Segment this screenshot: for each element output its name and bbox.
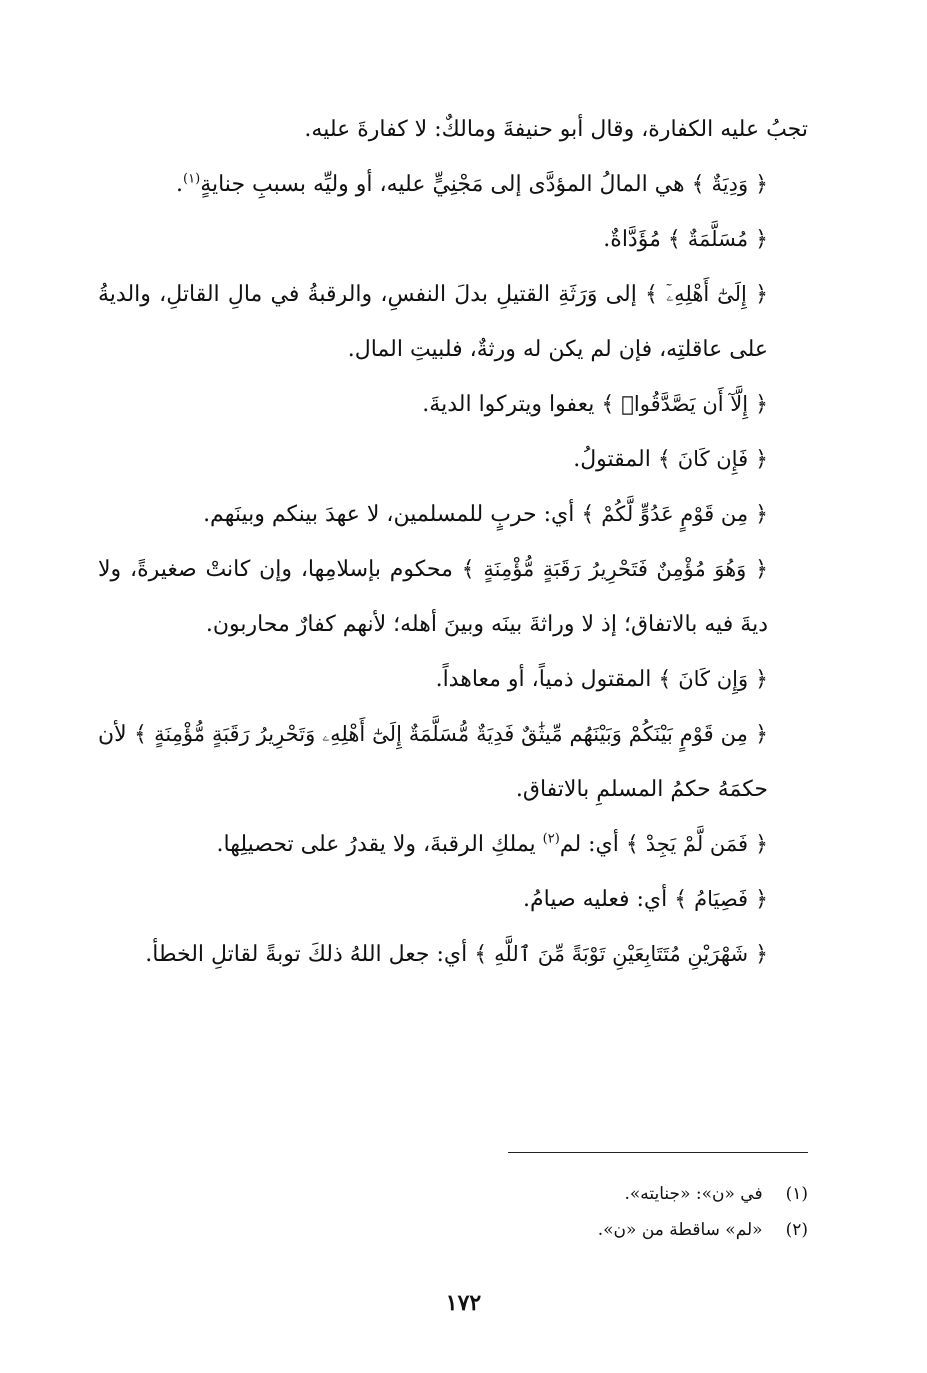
- paragraph-wahuwa-mumin: [98, 542, 808, 652]
- footnotes: [98, 1176, 808, 1248]
- paragraph-tail: يملكِ الرقبةَ، ولا يقدرُ على تحصيلِها.: [216, 832, 543, 857]
- quran-quote: وَدِيَةٌ: [711, 172, 749, 196]
- quran-quote: شَهْرَيْنِ مُتَتَابِعَيْنِ تَوْبَةً مِّنَ ٱللَّهِ: [494, 942, 749, 966]
- paragraph-tail: .: [176, 172, 184, 197]
- quran-quote: وَإِن كَانَ: [678, 667, 749, 691]
- ornate-bracket-close: ﴾: [625, 832, 639, 857]
- paragraph-wain-kana: [98, 652, 808, 707]
- paragraph-ila-ahlihi: [98, 267, 808, 377]
- paragraph-text: محكوم بإسلامِها، وإن كانتْ صغيرةً، ولا ديةَ فيه بالاتفاق؛ إذ لا وراثةَ بينَه وبينَ أهله؛ لأنهم كفارٌ محاربون.: [98, 557, 768, 637]
- footnote-number: (٢): [785, 1220, 808, 1240]
- quran-quote: فَصِيَامُ: [694, 887, 749, 911]
- page-body: [98, 102, 808, 982]
- footnote-text: في «ن»: «جنايته».: [624, 1184, 763, 1204]
- ornate-bracket-open: ﴿: [755, 942, 768, 967]
- ornate-bracket-open: ﴿: [755, 282, 768, 307]
- footnote-1: [98, 1176, 808, 1212]
- footnote-number: (١): [785, 1184, 808, 1204]
- footnote-2: [98, 1212, 808, 1248]
- ornate-bracket-close: ﴾: [691, 172, 705, 197]
- ornate-bracket-open: ﴿: [755, 392, 768, 417]
- quran-quote: فَمَن لَّمْ يَجِدْ: [645, 832, 749, 856]
- ornate-bracket-open: ﴿: [755, 502, 768, 527]
- paragraph-text: تجبُ عليه الكفارة، وقال أبو حنيفةَ ومالكٌ: لا كفارةَ عليه.: [304, 117, 808, 142]
- footnote-text: «لم» ساقطة من «ن».: [597, 1220, 763, 1240]
- footnote-ref: (٢): [542, 831, 560, 847]
- ornate-bracket-close: ﴾: [601, 392, 615, 417]
- quran-quote: وَهُوَ مُؤْمِنٌ فَتَحْرِيرُ رَقَبَةٍ مُّؤْمِنَةٍ: [483, 557, 747, 581]
- paragraph-musallamah: [98, 212, 808, 267]
- page-number: ١٧٢: [445, 1290, 482, 1316]
- paragraph-faman-lam-yajid: [98, 817, 808, 872]
- ornate-bracket-close: ﴾: [645, 282, 658, 307]
- paragraph-shahrayni: [98, 927, 808, 982]
- paragraph-text: هي المالُ المؤدَّى إلى مَجْنِيٍّ عليه، أو وليِّه بسببِ جنايةٍ: [200, 172, 685, 197]
- paragraph-min-qawmin-aduwwin: [98, 487, 808, 542]
- quran-quote: إِلَىٰٓ أَهْلِهِۦٓ: [666, 282, 747, 306]
- ornate-bracket-close: ﴾: [657, 447, 671, 472]
- ornate-bracket-open: ﴿: [755, 832, 768, 857]
- paragraph-text: أي: فعليه صيامُ.: [523, 887, 668, 912]
- paragraph-wadiyah: [98, 157, 808, 212]
- paragraph-text: لأن حكمَهُ حكمُ المسلمِ بالاتفاق.: [98, 722, 768, 802]
- ornate-bracket-close: ﴾: [474, 942, 488, 967]
- quran-quote: فَإِن كَانَ: [677, 447, 749, 471]
- ornate-bracket-close: ﴾: [133, 722, 147, 747]
- paragraph-fain-kana: [98, 432, 808, 487]
- footnote-ref: (١): [183, 171, 201, 187]
- quran-quote: مِن قَوْمٍ عَدُوٍّ لَّكُمْ: [601, 502, 749, 526]
- ornate-bracket-open: ﴿: [755, 227, 768, 252]
- paragraph-illa-an-yassaddaqu: [98, 377, 808, 432]
- ornate-bracket-open: ﴿: [755, 667, 768, 692]
- quran-quote: إِلَّآ أَن يَصَّدَّقُوا۟: [621, 392, 749, 416]
- ornate-bracket-open: ﴿: [755, 887, 768, 912]
- ornate-bracket-open: ﴿: [755, 447, 768, 472]
- paragraph-text: المقتولُ.: [573, 447, 651, 472]
- paragraph-fasiyamu: [98, 872, 808, 927]
- ornate-bracket-close: ﴾: [667, 227, 681, 252]
- paragraph-continuation: [98, 102, 808, 157]
- paragraph-text: مُؤَدَّاةٌ.: [603, 227, 661, 252]
- footnote-separator: [508, 1152, 808, 1153]
- ornate-bracket-close: ﴾: [674, 887, 688, 912]
- quran-quote: مُسَلَّمَةٌ: [687, 227, 749, 251]
- paragraph-text: أي: لم: [559, 832, 619, 857]
- ornate-bracket-open: ﴿: [755, 722, 768, 747]
- paragraph-text: إلى وَرَثَةِ القتيلِ بدلَ النفسِ، والرقبةُ في مالِ القاتلِ، والديةُ على عاقلتِه، فإن لم يكن له ورثةٌ، فلبيتِ المال.: [98, 282, 768, 362]
- paragraph-text: أي: حربٍ للمسلمين، لا عهدَ بينكم وبينَهم.: [203, 502, 575, 527]
- quran-quote: مِن قَوْمٍ بَيْنَكُمْ وَبَيْنَهُم مِّيثَٰقٌ فَدِيَةٌ مُّسَلَّمَةٌ إِلَىٰٓ أَهْلِهِۦ وَتَحْرِيرُ رَقَبَةٍ مُّؤْمِنَةٍ: [154, 722, 748, 746]
- ornate-bracket-open: ﴿: [755, 557, 768, 582]
- ornate-bracket-close: ﴾: [581, 502, 595, 527]
- paragraph-text: أي: جعل اللهُ ذلكَ توبةً لقاتلِ الخطأ.: [145, 942, 468, 967]
- ornate-bracket-open: ﴿: [755, 172, 768, 197]
- ornate-bracket-close: ﴾: [461, 557, 475, 582]
- paragraph-text: المقتول ذمياً، أو معاهداً.: [435, 667, 652, 692]
- paragraph-text: يعفوا ويتركوا الديةَ.: [422, 392, 595, 417]
- paragraph-mithaq: [98, 707, 808, 817]
- ornate-bracket-close: ﴾: [658, 667, 672, 692]
